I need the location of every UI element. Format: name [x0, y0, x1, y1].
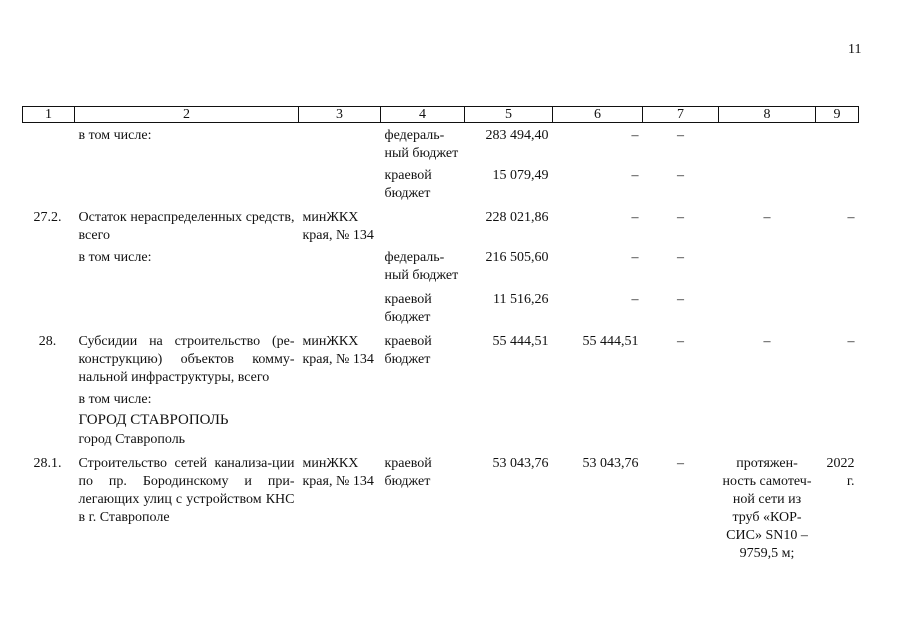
table-cell-c9: 2022 г. [826, 456, 855, 489]
table-cell-c6: – [631, 292, 639, 307]
table-cell-c4: федераль- ный бюджет [384, 128, 459, 161]
table-cell-c5: 53 043,76 [492, 456, 549, 471]
table-row [23, 123, 859, 164]
table-cell-c2: Строительство сетей канализа-ции по пр. Бородинскому и при-легающих улиц с устройством КНС в г. Ставрополе [78, 456, 295, 525]
table-cell-c8 [719, 387, 816, 409]
table-cell-c2: Субсидии на строительство (ре-конструкцию) объектов комму-нальной инфраструктуры, всего [78, 334, 295, 385]
table-cell-c6: 55 444,51 [582, 334, 639, 349]
table-row [23, 245, 859, 285]
table-cell-c3: минЖКХ края, № 134 [302, 334, 374, 367]
table-cell-c5 [465, 387, 553, 409]
table-cell-c1 [23, 409, 75, 429]
table-cell-c7: – [677, 292, 684, 307]
table-cell-c2 [75, 163, 299, 203]
header-cell: 9 [816, 107, 859, 123]
table-cell-c2: Остаток нераспределенных средств, всего [78, 210, 295, 243]
table-cell-c9 [816, 409, 859, 429]
table-cell-c1 [23, 163, 75, 203]
header-cell: 6 [553, 107, 643, 123]
table-cell-c5: 228 021,86 [485, 210, 549, 225]
table-cell-c7: – [677, 250, 684, 265]
table-cell-c2: в том числе: [78, 128, 152, 143]
table-row [23, 409, 859, 429]
table-cell-c9 [816, 387, 859, 409]
table-cell-c6 [553, 409, 643, 429]
budget-table [22, 106, 859, 563]
header-cell: 3 [299, 107, 381, 123]
table-cell-c5 [465, 409, 553, 429]
table-cell-c1: 28.1. [33, 456, 62, 471]
table-cell-c2: ГОРОД СТАВРОПОЛЬ [78, 412, 229, 428]
table-cell-c8 [719, 123, 816, 164]
table-cell-c5: 55 444,51 [492, 334, 549, 349]
table-cell-c1 [23, 123, 75, 164]
table-cell-c7: – [677, 168, 684, 183]
header-cell: 7 [643, 107, 719, 123]
table-cell-c4: краевой бюджет [384, 292, 432, 325]
header-cell: 4 [381, 107, 465, 123]
table-cell-c8 [719, 163, 816, 203]
table-cell-c6: – [631, 210, 639, 225]
table-cell-c7 [643, 409, 719, 429]
table-cell-c3: минЖКХ края, № 134 [302, 456, 374, 489]
header-cell: 5 [465, 107, 553, 123]
header-cell: 8 [719, 107, 816, 123]
table-cell-c3 [299, 409, 381, 429]
table-cell-c3 [299, 163, 381, 203]
table-cell-c9: – [847, 210, 855, 225]
table-cell-c7: – [677, 334, 684, 349]
table-cell-c8 [719, 285, 816, 327]
table-cell-c8 [719, 429, 816, 449]
table-cell-c6: – [631, 168, 639, 183]
table-cell-c2: в том числе: [78, 250, 152, 265]
table-cell-c8: – [763, 334, 771, 349]
table-cell-c7: – [677, 456, 684, 471]
table-cell-c5: 283 494,40 [485, 128, 549, 143]
table-cell-c2: город Ставрополь [78, 432, 186, 447]
table-cell-c7: – [677, 128, 684, 143]
table-cell-c3 [299, 123, 381, 164]
table-cell-c9 [816, 163, 859, 203]
table-cell-c6: – [631, 250, 639, 265]
table-cell-c2: в том числе: [78, 392, 152, 407]
table-cell-c6 [553, 429, 643, 449]
table-cell-c1: 28. [38, 334, 57, 349]
header-row [23, 107, 859, 123]
table-cell-c9 [816, 245, 859, 285]
table-cell-c4: краевой бюджет [384, 334, 432, 367]
table-cell-c8 [719, 245, 816, 285]
table-cell-c1: 27.2. [33, 210, 62, 225]
table-cell-c9 [816, 123, 859, 164]
table-cell-c4: федераль- ный бюджет [384, 250, 459, 283]
table-cell-c3 [299, 285, 381, 327]
table-cell-c4 [381, 429, 465, 449]
table-cell-c3 [299, 387, 381, 409]
table-cell-c9: – [847, 334, 855, 349]
table-cell-c4: краевой бюджет [384, 168, 432, 201]
table-cell-c4 [381, 387, 465, 409]
table-cell-c7 [643, 387, 719, 409]
table-cell-c5: 15 079,49 [492, 168, 549, 183]
table-cell-c5: 11 516,26 [493, 292, 549, 307]
table-cell-c1 [23, 245, 75, 285]
table-cell-c8: – [763, 210, 771, 225]
table-cell-c6 [553, 387, 643, 409]
table-row [23, 327, 859, 387]
table-cell-c7 [643, 429, 719, 449]
page-number: 11 [848, 42, 862, 57]
table-row [23, 203, 859, 245]
table-cell-c3: минЖКХ края, № 134 [302, 210, 374, 243]
table-cell-c5 [465, 429, 553, 449]
table-row [23, 163, 859, 203]
table-cell-c6: – [631, 128, 639, 143]
table-cell-c4 [381, 409, 465, 429]
table-cell-c2 [75, 285, 299, 327]
table-cell-c4: краевой бюджет [384, 456, 432, 489]
table-cell-c9 [816, 285, 859, 327]
table-cell-c6: 53 043,76 [582, 456, 639, 471]
header-cell: 1 [23, 107, 75, 123]
table-cell-c3 [299, 429, 381, 449]
table-row [23, 449, 859, 563]
table-cell-c1 [23, 285, 75, 327]
table-cell-c1 [23, 387, 75, 409]
table-cell-c8: протяжен- ность самотеч- ной сети из труб «КОР- СИС» SN10 – 9759,5 м; [722, 456, 812, 561]
table-row [23, 429, 859, 449]
header-cell: 2 [75, 107, 299, 123]
table-row [23, 285, 859, 327]
table-cell-c1 [23, 429, 75, 449]
table-cell-c7: – [677, 210, 684, 225]
table-cell-c8 [719, 409, 816, 429]
table-cell-c9 [816, 429, 859, 449]
table-cell-c3 [299, 245, 381, 285]
table-cell-c4 [381, 203, 465, 245]
table-cell-c5: 216 505,60 [485, 250, 549, 265]
table-row [23, 387, 859, 409]
